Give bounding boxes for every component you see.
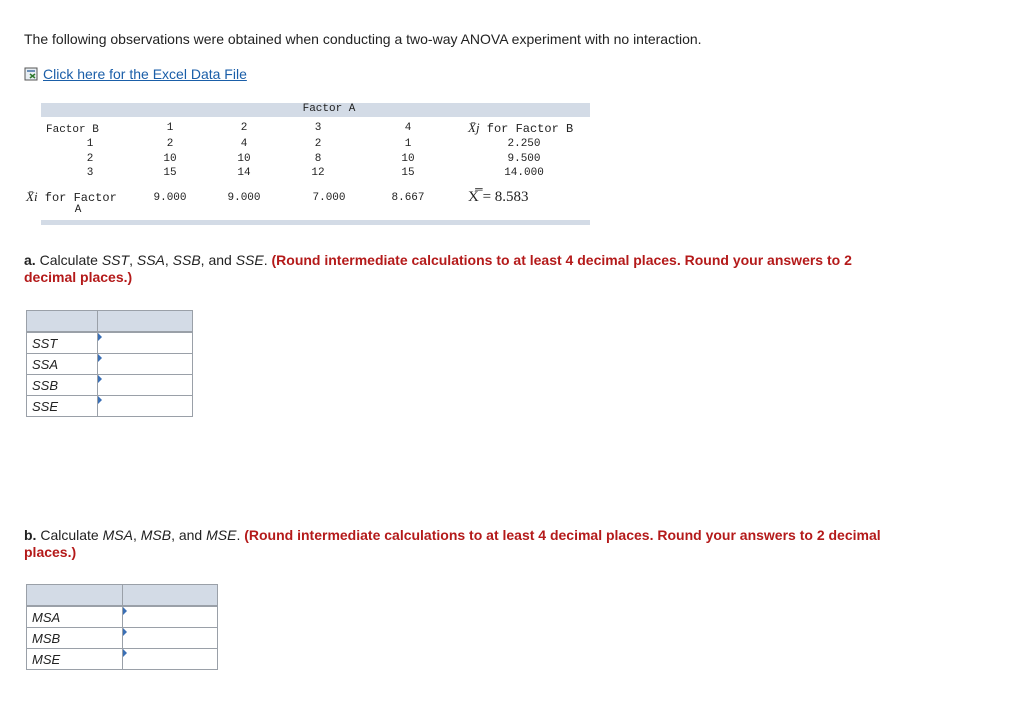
a-level-1: 1: [166, 122, 174, 134]
mean-a-label: X̄i for Factor: [26, 189, 117, 205]
excel-link-label: Click here for the Excel Data File: [43, 66, 247, 82]
ssa-input[interactable]: [98, 354, 193, 375]
b-row-mean: 2.250: [507, 138, 541, 150]
a-mean: 9.000: [153, 192, 187, 204]
mse-input[interactable]: [123, 649, 218, 670]
table-cell: 10: [401, 153, 415, 165]
table-cell: 10: [237, 153, 251, 165]
a-mean: 7.000: [312, 192, 346, 204]
factor-b-header: Factor B: [46, 124, 99, 136]
intro-text: The following observations were obtained when conducting a two-way ANOVA experiment with no interaction.: [24, 31, 702, 47]
table-cell: 12: [311, 167, 325, 179]
row-label-sst: SST: [27, 332, 98, 354]
sse-input[interactable]: [98, 396, 193, 417]
b-row-label: 3: [86, 167, 94, 179]
excel-file-icon: [24, 67, 40, 81]
row-label-msb: MSB: [27, 628, 123, 649]
excel-data-link[interactable]: [24, 66, 247, 82]
a-mean: 8.667: [391, 192, 425, 204]
observations-table: [24, 103, 590, 225]
part-a-answer-table: [26, 310, 193, 417]
table-footer-band: [41, 220, 590, 225]
part-b-answer-table: [26, 584, 218, 670]
mean-b-header: X̄j for Factor B: [468, 120, 574, 136]
table-cell: 10: [163, 153, 177, 165]
row-label-ssa: SSA: [27, 354, 98, 375]
table-cell: 15: [401, 167, 415, 179]
grand-mean: X̿ = 8.583: [468, 189, 529, 205]
ssb-input[interactable]: [98, 375, 193, 396]
msb-input[interactable]: [123, 628, 218, 649]
table-cell: 8: [314, 153, 322, 165]
row-label-msa: MSA: [27, 606, 123, 628]
row-label-sse: SSE: [27, 396, 98, 417]
a-mean: 9.000: [227, 192, 261, 204]
table-cell: 1: [404, 138, 412, 150]
table-cell: 2: [166, 138, 174, 150]
b-row-mean: 9.500: [507, 153, 541, 165]
b-row-mean: 14.000: [504, 167, 544, 179]
b-row-label: 2: [86, 153, 94, 165]
table-cell: 14: [237, 167, 251, 179]
factor-a-header: Factor A: [302, 103, 356, 115]
row-label-mse: MSE: [27, 649, 123, 670]
table-cell: 2: [314, 138, 322, 150]
table-cell: 15: [163, 167, 177, 179]
table-cell: 4: [240, 138, 248, 150]
mean-a-label-line2: A: [74, 204, 82, 216]
a-level-2: 2: [240, 122, 248, 134]
b-row-label: 1: [86, 138, 94, 150]
sst-input[interactable]: [98, 332, 193, 354]
a-level-4: 4: [404, 122, 412, 134]
part-b-question: b. Calculate MSA, MSB, and MSE. (Round intermediate calculations to at least 4 decimal places. Round your answers to 2 decimal places.): [24, 527, 881, 560]
row-label-ssb: SSB: [27, 375, 98, 396]
a-level-3: 3: [314, 122, 322, 134]
msa-input[interactable]: [123, 606, 218, 628]
part-a-question: a. Calculate SST, SSA, SSB, and SSE. (Round intermediate calculations to at least 4 decimal places. Round your answers to 2 decimal places.): [24, 252, 852, 285]
